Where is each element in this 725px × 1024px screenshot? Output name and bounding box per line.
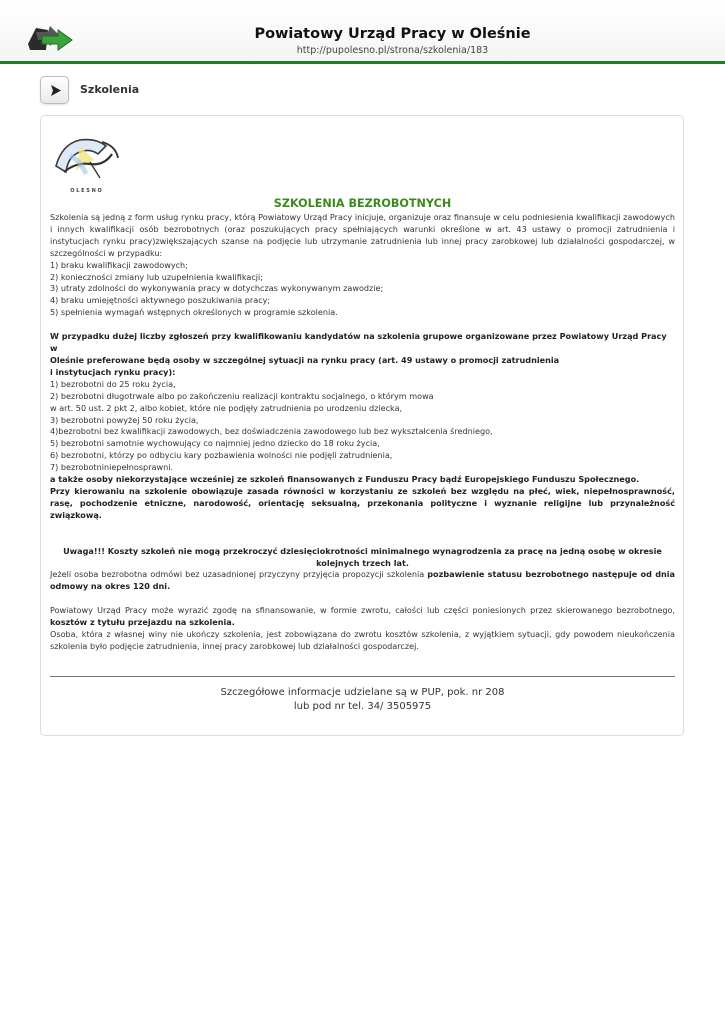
list-item: 3) utraty zdolności do wykonywania pracy w dotychczas wykonywanym zawodzie; xyxy=(50,283,384,294)
article-content xyxy=(50,196,675,653)
refusal-text: Jeżeli osoba bezrobotna odmówi bez uzasadnionej przyczyny przyjęcia propozycji szkolenia xyxy=(50,569,428,580)
list-item: 1) braku kwalifikacji zawodowych; xyxy=(50,259,188,270)
warning-text: Uwaga!!! Koszty szkoleń nie mogą przekroczyć dziesięciokrotności minimalnego wynagrodzenia za pracę na jedną osobę w okresie xyxy=(63,545,662,556)
list-item: 7) bezrobotniniepełnosprawni. xyxy=(50,462,174,473)
olesno-logo-icon xyxy=(50,126,122,194)
list-item: w art. 50 ust. 2 pkt 2, albo kobiet, które nie podjęły zatrudnienia po urodzeniu dziecka, xyxy=(50,402,403,413)
list-item: 2) bezrobotni długotrwale albo po zakończeniu realizacji kontraktu socjalnego, o którym mowa xyxy=(50,390,434,401)
site-url[interactable]: http://pupolesno.pl/strona/szkolenia/183 xyxy=(296,45,489,56)
list-item: 3) bezrobotni powyżej 50 roku życia, xyxy=(50,414,199,425)
warning-text: kolejnych trzech lat. xyxy=(316,557,409,568)
list-item: 4) braku umiejętności aktywnego poszukiwania pracy; xyxy=(50,295,271,306)
funding-text: Powiatowy Urząd Pracy może wyrazić zgodę na sfinansowanie, w formie zwrotu, całości lub części poniesionych przez skierowanego bezrobotnego, xyxy=(50,605,675,616)
article-title: SZKOLENIA BEZROBOTNYCH xyxy=(273,197,452,210)
list-item: 1) bezrobotni do 25 roku życia, xyxy=(50,378,176,389)
list-item: 2) konieczności zmiany lub uzupełnienia kwalifikacji; xyxy=(50,271,264,282)
refund-paragraph: Osoba, która z własnej winy nie ukończy szkolenia, jest zobowiązana do zwrotu kosztów szkolenia, z wyjątkiem sytuacji, gdy powodem nieukończenia szkolenia było podjęcie zatrudnienia, innej pracy zarobkowej lub działalności gospodarczej. xyxy=(50,629,675,651)
contact-phone: lub pod nr tel. 34/ 3505975 xyxy=(293,701,432,712)
list-item: 6) bezrobotni, którzy po odbyciu kary pozbawienia wolności nie podjęli zatrudnienia, xyxy=(50,450,393,461)
footer-divider xyxy=(50,676,675,677)
also-paragraph: a także osoby niekorzystające wcześniej ze szkoleń finansowanych z Funduszu Pracy bądź Europejskiego Funduszu Społecznego. xyxy=(50,474,640,485)
contact-line: Szczegółowe informacje udzielane są w PUP, pok. nr 208 xyxy=(220,687,505,698)
page-header xyxy=(0,0,725,64)
priority-heading: i instytucjach rynku pracy): xyxy=(50,366,176,377)
intro-paragraph: Szkolenia są jedną z form usług rynku pracy, którą Powiatowy Urząd Pracy inicjuje, organizuje oraz finansuje w celu podniesienia kwalifikacji zawodowych i innych kwalifikacji osób bezrobotnych (oraz poszukujących pracy spełniających warunki określone w art. 43 ustawy o promocji zatrudnienia i instytucjach rynku pracy)zwiększających szanse na podjęcie lub utrzymanie zatrudnienia lub innej pracy zarobkowej lub działalności gospodarczej, w szczególności w przypadku: xyxy=(50,212,675,258)
content-panel xyxy=(40,115,684,736)
list-item: 4)bezrobotni bez kwalifikacji zawodowych, bez doświadczenia zawodowego lub bez wykształcenia średniego, xyxy=(50,426,493,437)
refusal-paragraph xyxy=(50,569,675,593)
list-item: 5) bezrobotni samotnie wychowujący co najmniej jedno dziecko do 18 roku życia, xyxy=(50,438,380,449)
contact-info xyxy=(50,686,675,714)
priority-heading: Oleśnie preferowane będą osoby w szczególnej sytuacji na rynku pracy (art. 49 ustawy o promocji zatrudnienia xyxy=(50,354,560,365)
list-item: 5) spełnienia wymagań wstępnych określonych w programie szkolenia. xyxy=(50,307,338,318)
equality-paragraph: Przy kierowaniu na szkolenie obowiązuje zasada równości w korzystaniu ze szkoleń bez względu na płeć, wiek, niepełnosprawność, rasę, pochodzenie etniczne, narodowość, orientację seksualną, przekonania polityczne i wyznanie religijne lub przynależność związkową. xyxy=(50,485,675,520)
svg-text:O L E S N O: O L E S N O xyxy=(70,188,102,194)
refusal-consequence: pozbawienie statusu bezrobotnego następuje od dnia odmowy na okres 120 dni. xyxy=(50,569,675,592)
section-title: Szkolenia xyxy=(80,83,140,96)
priority-heading: W przypadku dużej liczby zgłoszeń przy kwalifikowaniu kandydatów na szkolenia grupowe organizowane przez Powiatowy Urząd Pracy w xyxy=(50,331,667,354)
funding-costs: kosztów z tytułu przejazdu na szkolenia. xyxy=(50,617,235,628)
site-title: Powiatowy Urząd Pracy w Oleśnie xyxy=(254,26,531,42)
funding-paragraph xyxy=(50,605,675,629)
arrow-right-icon[interactable] xyxy=(40,76,69,104)
